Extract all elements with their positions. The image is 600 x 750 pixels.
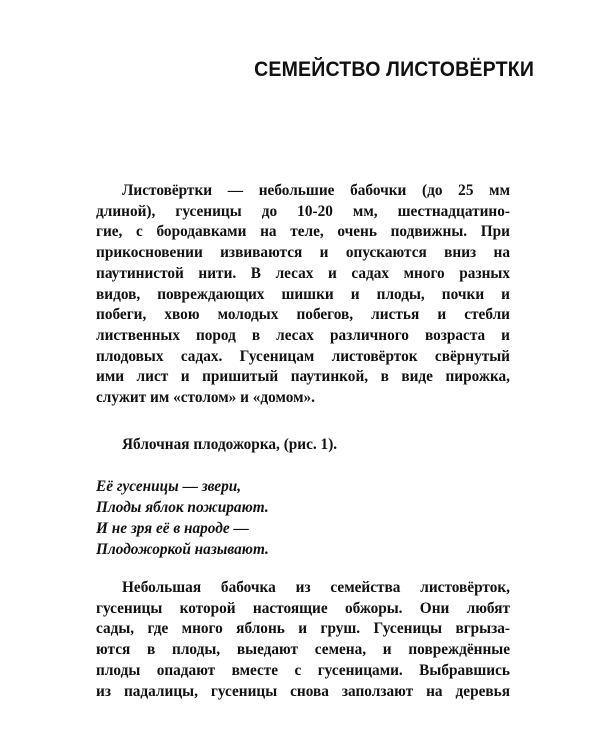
paragraph-line: побеги, хвою молодых побегов, листья и стебли bbox=[96, 306, 510, 324]
paragraph-line: длиной), гусеницы до 10-20 мм, шестнадцатино- bbox=[96, 202, 510, 220]
paragraph-line: ими лист и пришитый паутинкой, в виде пирожка, bbox=[96, 368, 510, 386]
paragraph-line: плоды опадают вместе с гусеницами. Выбравшись bbox=[96, 661, 510, 679]
poem-line: Плоды яблок пожирают. bbox=[96, 499, 269, 516]
section-subheading: Яблочная плодожорка, (рис. 1). bbox=[122, 436, 338, 453]
paragraph-line: гие, с бородавками на теле, очень подвижны. При bbox=[96, 223, 510, 241]
paragraph-line: паутинистой нити. В лесах и садах много разных bbox=[96, 264, 510, 282]
paragraph-line: Небольшая бабочка из семейства листовёрток, bbox=[122, 579, 510, 596]
paragraph-line: прикосновении извиваются и опускаются вниз на bbox=[96, 244, 510, 262]
poem-verse bbox=[96, 476, 269, 560]
poem-line: Плодожоркой называют. bbox=[96, 541, 269, 558]
intro-paragraph bbox=[96, 181, 510, 409]
paragraph-line: лиственных пород в лесах различного возраста и bbox=[96, 326, 510, 344]
paragraph-line: гусеницы которой настоящие обжоры. Они любят bbox=[96, 599, 510, 617]
paragraph-line: из падалицы, гусеницы снова заползают на деревья bbox=[96, 682, 510, 700]
paragraph-line: служит им «столом» и «домом». bbox=[96, 389, 315, 407]
paragraph-line: Листовёртки — небольшие бабочки (до 25 мм bbox=[122, 182, 510, 199]
poem-line: Её гусеницы — звери, bbox=[96, 478, 242, 495]
page-title: СЕМЕЙСТВО ЛИСТОВЁРТКИ bbox=[254, 58, 534, 81]
poem-line: И не зря её в народе — bbox=[96, 520, 249, 537]
paragraph-line: видов, повреждающих шишки и плоды, почки и bbox=[96, 285, 510, 303]
paragraph-line: сады, где много яблонь и груш. Гусеницы вгрыза- bbox=[96, 620, 510, 638]
description-paragraph bbox=[96, 578, 510, 702]
paragraph-line: ются в плоды, выедают семена, и повреждённые bbox=[96, 641, 510, 659]
paragraph-line: плодовых садах. Гусеницам листовёрток свёрнутый bbox=[96, 347, 510, 365]
